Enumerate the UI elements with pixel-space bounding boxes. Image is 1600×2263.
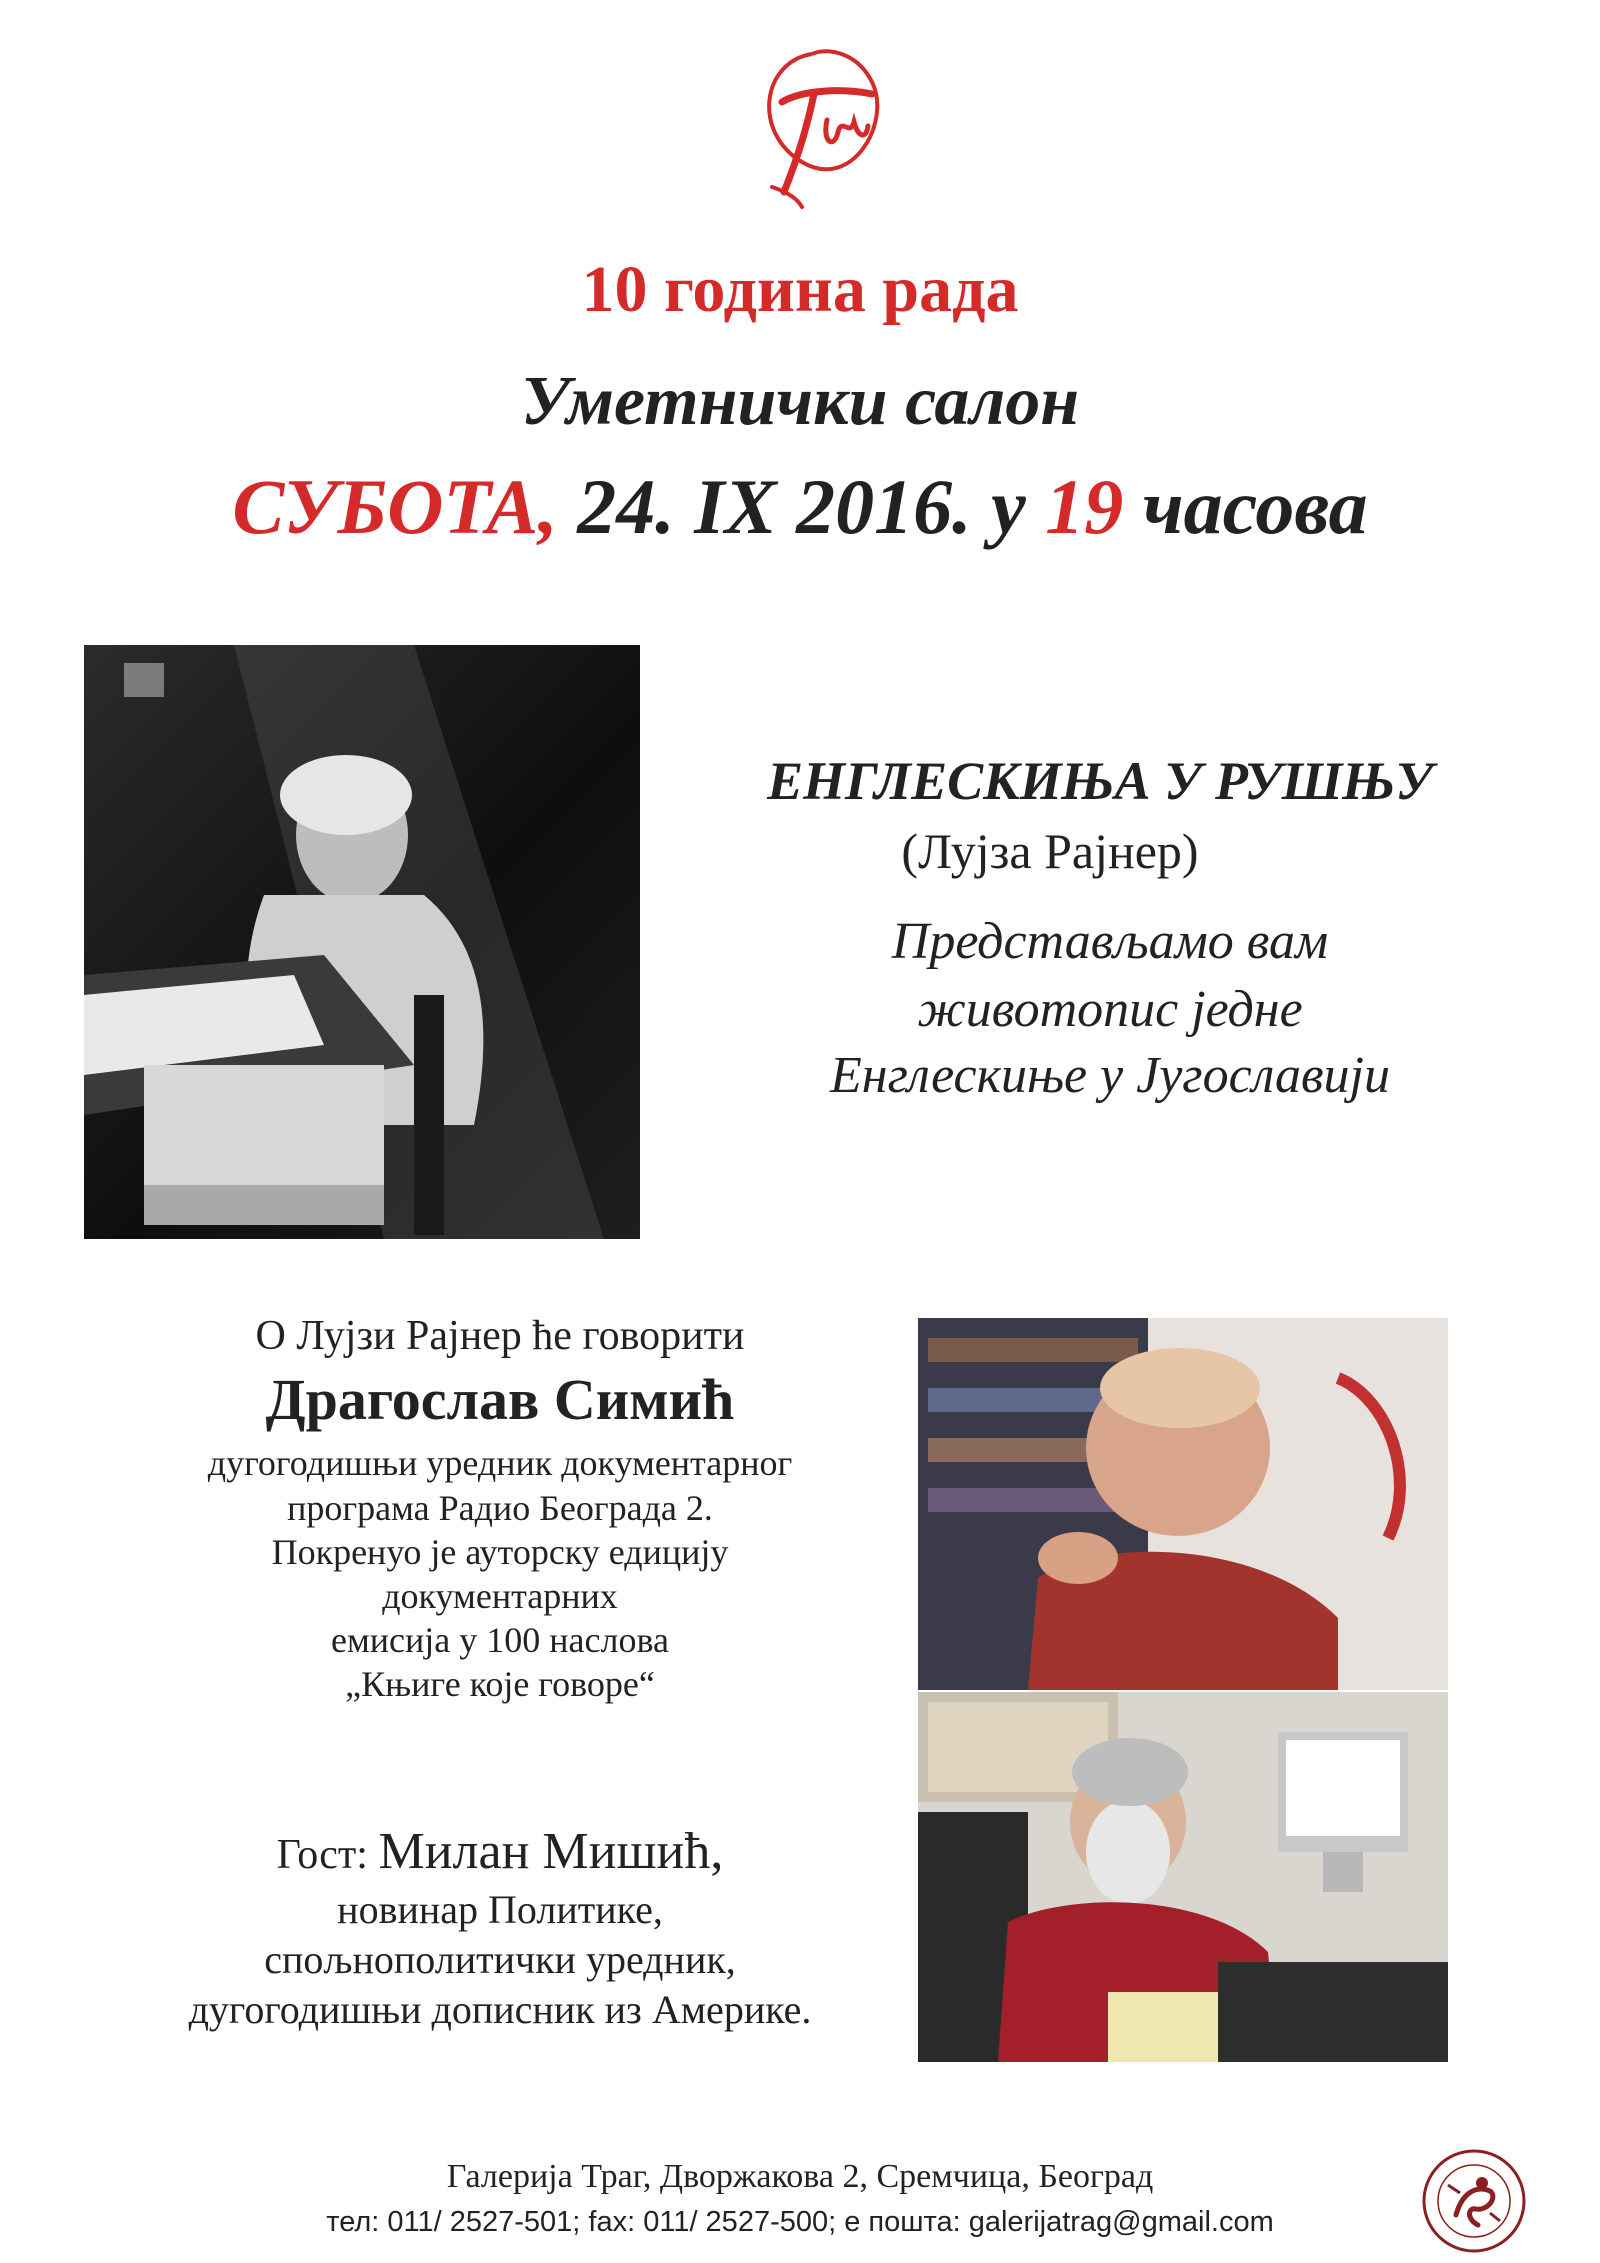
guest-bio-line: новинар Политике, [337, 1887, 663, 1932]
guest-bio-line: спољнополитички уредник, [264, 1937, 736, 1982]
guest-line [90, 1822, 910, 1881]
trag-logo-icon [742, 42, 902, 212]
guest-name: Милан Мишић, [378, 1823, 724, 1880]
book-author: (Лујза Рајнер) [901, 823, 1199, 879]
event-hour: 19 [1045, 463, 1124, 550]
speaker-bio-line: дугогодишњи уредник документарног [207, 1443, 793, 1483]
footer-address: Галерија Траг, Дворжакова 2, Сремчица, Београд [446, 2158, 1154, 2195]
footer-contact: тел: 011/ 2527-501; fax: 011/ 2527-500; е пошта: galerijatrag@gmail.com [326, 2206, 1274, 2238]
louise-rayner-photo [84, 645, 640, 1239]
event-hour-unit: часова [1142, 463, 1368, 550]
event-title: Уметнички салон [520, 363, 1080, 440]
milan-misic-illustration [918, 1692, 1448, 2062]
speaker-bio-line: програма Радио Београда 2. [287, 1488, 713, 1528]
milan-misic-photo [918, 1692, 1448, 2062]
speaker-bio-line: „Књиге које говоре“ [345, 1664, 655, 1704]
speaker-bio-line: документарних [382, 1576, 618, 1616]
guest-label: Гост: [276, 1832, 368, 1878]
event-day: СУБОТА, [232, 463, 558, 550]
louise-rayner-illustration [84, 645, 640, 1239]
speaker-bio-line: Покренуо је ауторску едицију [271, 1532, 729, 1572]
speaker-name: Драгослав Симић [265, 1367, 735, 1432]
guest-bio-line: дугогодишњи дописник из Америке. [188, 1987, 812, 2032]
book-intro-line: животопис једне [917, 981, 1303, 1038]
book-intro-line: Представљамо вам [891, 913, 1329, 970]
speaker-intro: О Лујзи Рајнер ће говорити [255, 1313, 745, 1359]
speaker-bio-line: емисија у 100 наслова [331, 1620, 669, 1660]
dragoslav-simic-photo [918, 1318, 1448, 1690]
nimbus-art-stamp-icon [1418, 2145, 1530, 2257]
book-intro-line: Енглескиње у Југославији [830, 1047, 1390, 1104]
book-title: ЕНГЛЕСКИЊА У РУШЊУ [767, 751, 1433, 811]
event-date: 24. IX 2016. у [577, 463, 1026, 550]
dragoslav-simic-illustration [918, 1318, 1448, 1690]
event-dateline [0, 462, 1600, 552]
anniversary-heading: 10 година рада [581, 253, 1019, 326]
